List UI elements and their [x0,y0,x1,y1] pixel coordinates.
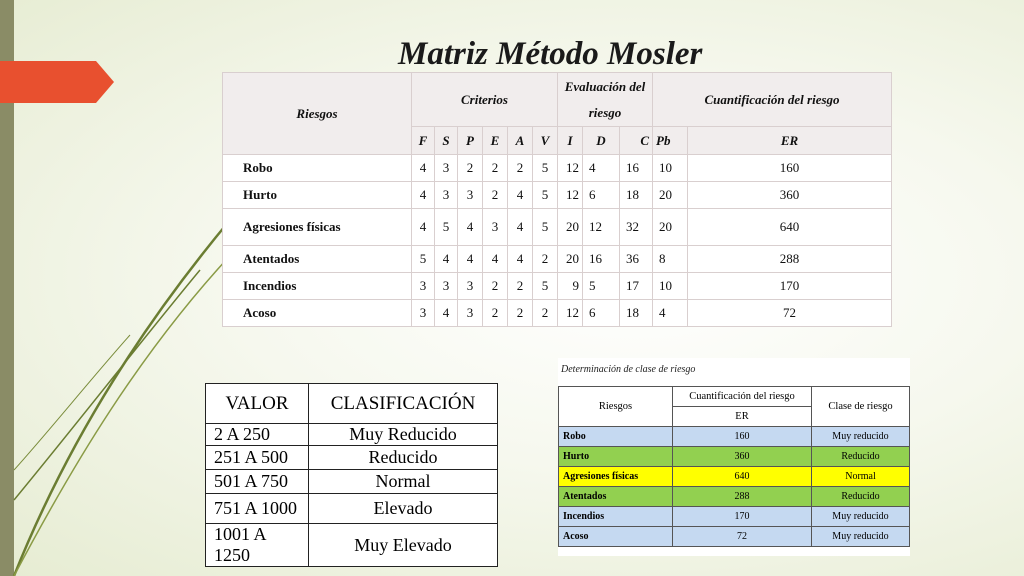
cell: 12 [558,155,583,182]
cell: 6 [583,182,620,209]
page-title: Matriz Método Mosler [398,36,703,72]
risk-name: Robo [223,155,412,182]
cell: 18 [620,182,653,209]
cell: 4 [583,155,620,182]
cell: 2 [483,182,508,209]
cell: 2 [533,300,558,327]
cell: 288 [688,246,892,273]
table-row [559,527,910,547]
header-clase: Clase de riesgo [812,387,910,427]
sub-header: S [435,127,458,155]
cell: 5 [533,182,558,209]
cell: 360 [688,182,892,209]
sub-header: I [558,127,583,155]
header-evaluacion: Evaluación del riesgo [558,73,653,127]
cell: 170 [688,273,892,300]
cell: 4 [483,246,508,273]
er-cell: 640 [673,467,812,487]
cell: 2 [508,273,533,300]
class-cell: Muy reducido [812,527,910,547]
mosler-matrix-table [222,72,892,327]
cell: 6 [583,300,620,327]
cell: 5 [583,273,620,300]
cell: 12 [558,300,583,327]
table-row [559,507,910,527]
table-row [559,467,910,487]
sub-header: F [412,127,435,155]
cell: 32 [620,209,653,246]
cell: 160 [688,155,892,182]
value-classification-table [205,383,498,567]
cell: 5 [412,246,435,273]
class-cell: Reducido [812,447,910,467]
cell: 3 [458,300,483,327]
cell: 20 [653,209,688,246]
sub-header: E [483,127,508,155]
class-cell: Muy reducido [812,507,910,527]
header-er: ER [673,407,812,427]
table-row [223,155,892,182]
class-cell: Muy reducido [812,427,910,447]
cell: 10 [653,273,688,300]
cell: 16 [583,246,620,273]
cell: 4 [435,246,458,273]
cell: 10 [653,155,688,182]
cell: 9 [558,273,583,300]
cell: 12 [583,209,620,246]
header-criterios: Criterios [412,73,558,127]
table-row [559,447,910,467]
risk-name: Incendios [559,507,673,527]
cell: 20 [558,246,583,273]
risk-name: Hurto [559,447,673,467]
cell: 16 [620,155,653,182]
table-row [223,273,892,300]
cell: 72 [688,300,892,327]
cell: 2 [508,300,533,327]
cell: 3 [412,273,435,300]
table-row [223,300,892,327]
table-row [206,524,498,567]
risk-name: Atentados [223,246,412,273]
cell: 4 [412,155,435,182]
cell: 8 [653,246,688,273]
range-cell: 501 A 750 [206,470,309,494]
table-row [223,246,892,273]
cell: 2 [533,246,558,273]
cell: 5 [533,155,558,182]
cell: 4 [508,209,533,246]
header-clasificacion: CLASIFICACIÓN [309,384,498,424]
sub-header: D [583,127,620,155]
risk-name: Incendios [223,273,412,300]
cell: 17 [620,273,653,300]
cell: 4 [508,182,533,209]
class-cell: Reducido [812,487,910,507]
cell: 4 [412,209,435,246]
cell: 3 [435,273,458,300]
risk-class-caption: Determinación de clase de riesgo [561,364,696,375]
cell: 2 [483,155,508,182]
cell: 36 [620,246,653,273]
cell: 3 [435,155,458,182]
risk-class-panel [558,358,910,556]
header-cuantificacion: Cuantificación del riesgo [673,387,812,407]
header-riesgos: Riesgos [559,387,673,427]
cell: 18 [620,300,653,327]
cell: 3 [412,300,435,327]
cell: 4 [508,246,533,273]
er-cell: 170 [673,507,812,527]
class-cell: Reducido [309,446,498,470]
cell: 4 [435,300,458,327]
sub-header: P [458,127,483,155]
table-row [206,494,498,524]
er-cell: 288 [673,487,812,507]
risk-name: Acoso [223,300,412,327]
table-row [206,424,498,446]
range-cell: 251 A 500 [206,446,309,470]
class-cell: Normal [812,467,910,487]
risk-name: Atentados [559,487,673,507]
risk-name: Hurto [223,182,412,209]
risk-name: Robo [559,427,673,447]
class-cell: Muy Reducido [309,424,498,446]
cell: 3 [435,182,458,209]
cell: 5 [533,209,558,246]
sub-header: C [620,127,653,155]
class-cell: Normal [309,470,498,494]
cell: 4 [458,246,483,273]
table-row [206,446,498,470]
cell: 12 [558,182,583,209]
cell: 3 [458,273,483,300]
table-row [559,427,910,447]
cell: 3 [458,182,483,209]
sub-header: ER [688,127,892,155]
table-row [206,470,498,494]
class-cell: Elevado [309,494,498,524]
cell: 5 [435,209,458,246]
table-row [559,487,910,507]
table-row [223,209,892,246]
risk-class-table [558,386,910,547]
cell: 20 [558,209,583,246]
risk-name: Agresiones físicas [223,209,412,246]
risk-name: Acoso [559,527,673,547]
header-riesgos: Riesgos [223,73,412,155]
cell: 3 [483,209,508,246]
cell: 5 [533,273,558,300]
sub-header: Pb [653,127,688,155]
cell: 4 [458,209,483,246]
sub-header: A [508,127,533,155]
header-valor: VALOR [206,384,309,424]
er-cell: 160 [673,427,812,447]
cell: 20 [653,182,688,209]
cell: 2 [508,155,533,182]
er-cell: 72 [673,527,812,547]
sub-header: V [533,127,558,155]
range-cell: 751 A 1000 [206,494,309,524]
risk-name: Agresiones físicas [559,467,673,487]
range-cell: 2 A 250 [206,424,309,446]
cell: 640 [688,209,892,246]
range-cell: 1001 A 1250 [206,524,309,567]
table-row [223,182,892,209]
cell: 4 [412,182,435,209]
red-arrow-tab [0,61,114,103]
cell: 2 [483,273,508,300]
class-cell: Muy Elevado [309,524,498,567]
cell: 4 [653,300,688,327]
cell: 2 [458,155,483,182]
cell: 2 [483,300,508,327]
header-cuantificacion: Cuantificación del riesgo [653,73,892,127]
er-cell: 360 [673,447,812,467]
